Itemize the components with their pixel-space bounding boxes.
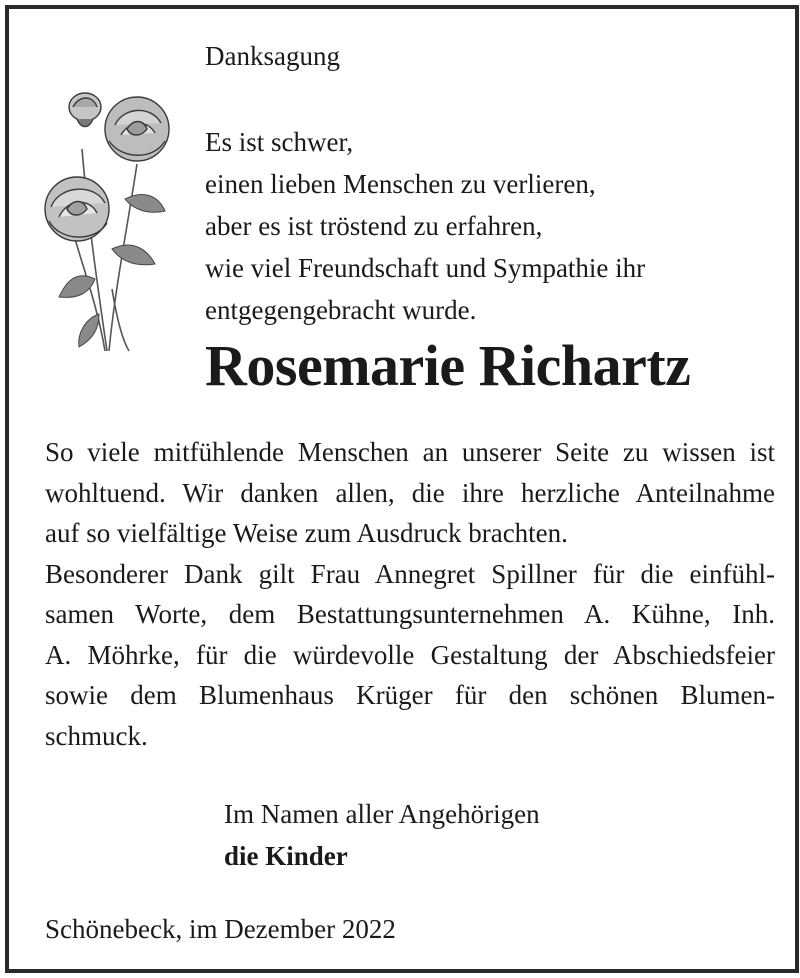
deceased-name: Rosemarie Richartz (205, 333, 691, 398)
signature-intro: Im Namen aller Angehörigen (224, 799, 540, 829)
condolence-quote (205, 121, 645, 331)
roses-bouquet-icon (37, 89, 187, 359)
obituary-notice-frame (5, 5, 799, 973)
quote-line: aber es ist tröstend zu erfahren, (205, 211, 543, 241)
quote-line: Es ist schwer, (205, 127, 354, 157)
thank-you-text (45, 432, 775, 756)
body-line: So viele mitfühlende Menschen an unserer Seite zu wissen ist (45, 437, 775, 467)
body-line: wohltuend. Wir danken allen, die ihre herzliche Anteilnahme (45, 477, 775, 508)
body-line: sowie dem Blumenhaus Krüger für den schönen Blumen- (45, 680, 775, 710)
signature-name: die Kinder (224, 841, 348, 871)
quote-line: wie viel Freundschaft und Sympathie ihr (205, 253, 646, 283)
body-line: A. Möhrke, für die würdevolle Gestaltung der Abschiedsfeier (45, 639, 775, 670)
body-line: auf so vielfältige Weise zum Ausdruck brachten. (45, 518, 568, 548)
body-line: Besonderer Dank gilt Frau Annegret Spillner für die einfühl- (45, 558, 775, 589)
body-line: samen Worte, dem Bestattungsunternehmen A. Kühne, Inh. (45, 599, 775, 629)
signature-block (224, 793, 540, 877)
notice-header: Danksagung (205, 41, 340, 71)
body-line: schmuck. (45, 720, 148, 751)
quote-line: entgegengebracht wurde. (205, 295, 477, 325)
quote-line: einen lieben Menschen zu verlieren, (205, 169, 596, 199)
place-date: Schönebeck, im Dezember 2022 (45, 914, 396, 944)
